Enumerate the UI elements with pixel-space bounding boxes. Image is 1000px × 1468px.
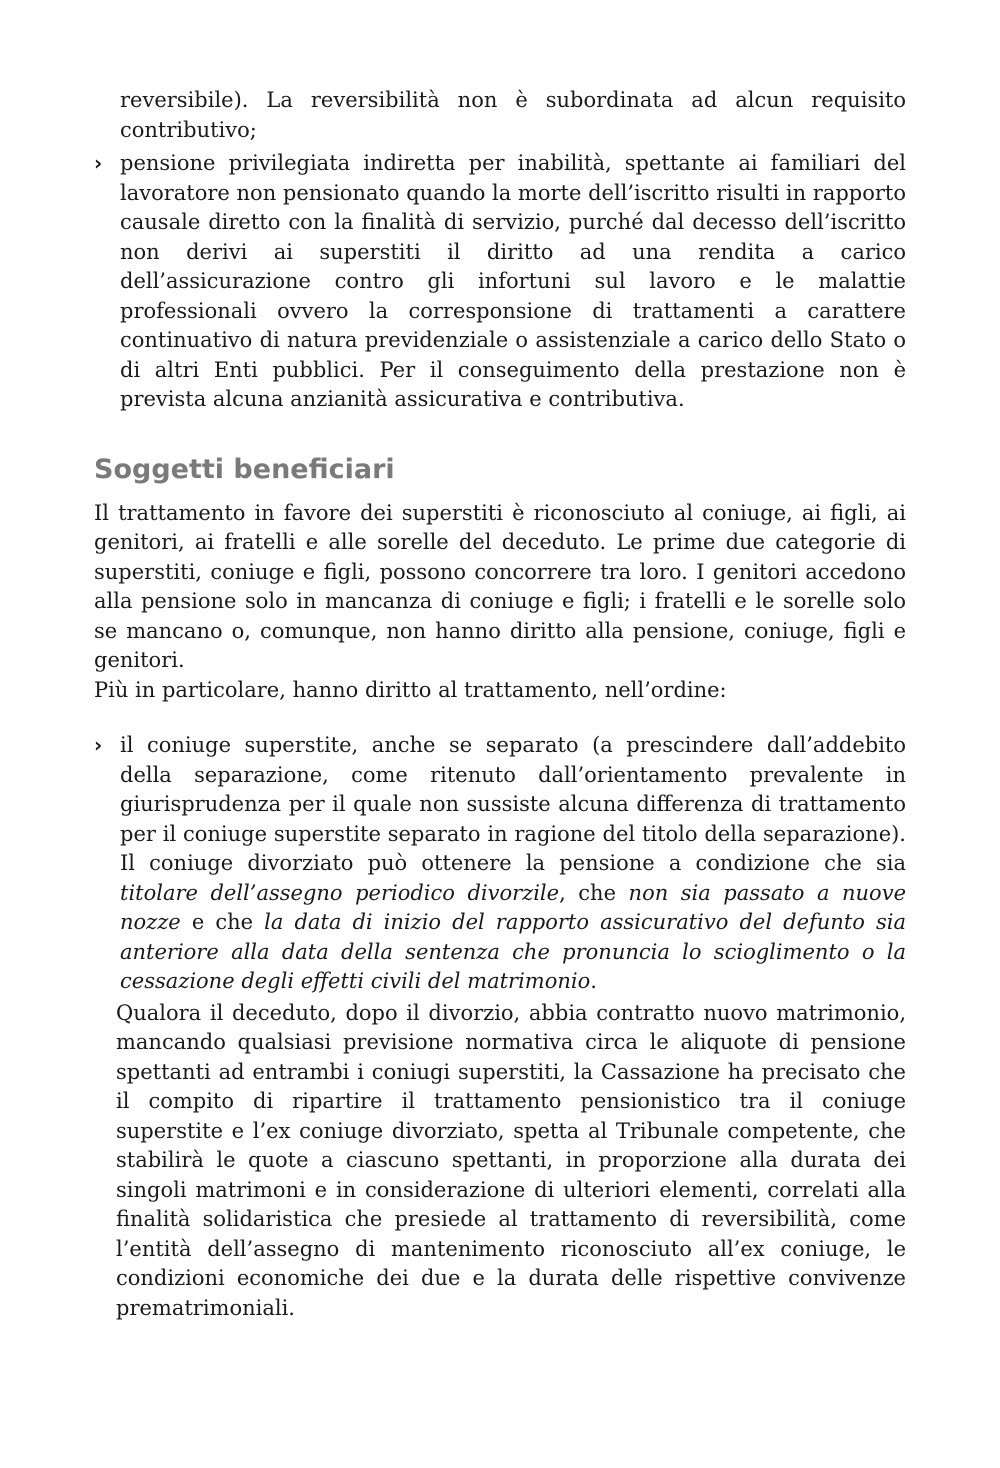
document-page (94, 86, 906, 1323)
text-run: il coniuge superstite, anche se separato (a prescindere dall’addebito della separazione, come ritenuto dall’orientamento prevalente in giurisprudenza per il quale non sussiste alcuna differenza di trattamento per il coniuge superstite separato in ragione del titolo della separazione). Il coniuge divorziato può ottenere la pensione a condizione che sia (120, 733, 906, 875)
text-run: , che (559, 880, 629, 905)
text-run: . (590, 969, 597, 993)
continuation-paragraph: Qualora il deceduto, dopo il divorzio, abbia contratto nuovo matrimonio, mancando qualsiasi previsione normativa circa le aliquote di pensione spettanti ad entrambi i coniugi superstiti, la Cassazione ha precisato che il compito di ripartire il trattamento pensionistico tra il coniuge superstite e l’ex coniuge divorziato, spetta al Tribunale competente, che stabilirà le quote a ciascuno spettanti, in proporzione alla durata dei singoli matrimoni e in considerazione di ulteriori elementi, correlati alla finalità solidaristica che presiede al trattamento di reversibilità, come l’entità dell’assegno di mantenimento riconosciuto all’ex coniuge, le condizioni economiche dei due e la durata delle rispettive convivenze prematrimoniali. (116, 1000, 906, 1320)
list-item-coniuge (94, 731, 906, 997)
text-run: e che (180, 910, 265, 934)
chevron-right-icon: › (94, 733, 103, 757)
section-heading: Soggetti beneficiari (94, 453, 395, 485)
continuation-text: reversibile). La reversibilità non è subordinata ad alcun requisito contributivo; (120, 88, 906, 142)
italic-run: titolare dell’assegno periodico divorzile (120, 880, 560, 905)
list-item-text (120, 731, 906, 997)
order-line: Più in particolare, hanno diritto al trattamento, nell’ordine: (94, 677, 727, 702)
list-item-text: pensione privilegiata indiretta per inabilità, spettante ai familiari del lavoratore non pensionato quando la morte dell’iscritto risulti in rapporto causale diretto con la finalità di servizio, purché dal decesso dell’iscritto non derivi ai superstiti il diritto ad una rendita a carico dell’assicurazione contro gli infortuni sul lavoro e le malattie professionali ovvero la corresponsione di trattamenti a carattere continuativo di natura previdenziale o assistenziale a carico dello Stato o di altri Enti pubblici. Per il conseguimento della prestazione non è prevista alcuna anzianità assicurativa e contributiva. (120, 151, 906, 411)
chevron-right-icon: › (94, 151, 103, 175)
intro-paragraph: Il trattamento in favore dei superstiti è riconosciuto al coniuge, ai figli, ai genitori, ai fratelli e alle sorelle del deceduto. Le prime due categorie di superstiti, coniuge e figli, possono concorrere tra loro. I genitori accedono alla pensione solo in mancanza di coniuge e figli; i fratelli e le sorelle solo se mancano o, comunque, non hanno diritto alla pensione, coniuge, figli e genitori. (94, 500, 906, 672)
italic-run: non sia passato a nuove nozze (120, 880, 906, 934)
italic-run: la data di inizio del rapporto assicurativo del defunto sia anteriore alla data della sentenza che pronuncia lo scioglimento o la cessazione degli effetti civili del matrimonio (120, 910, 907, 993)
list-item-pensione-privilegiata (94, 149, 906, 415)
